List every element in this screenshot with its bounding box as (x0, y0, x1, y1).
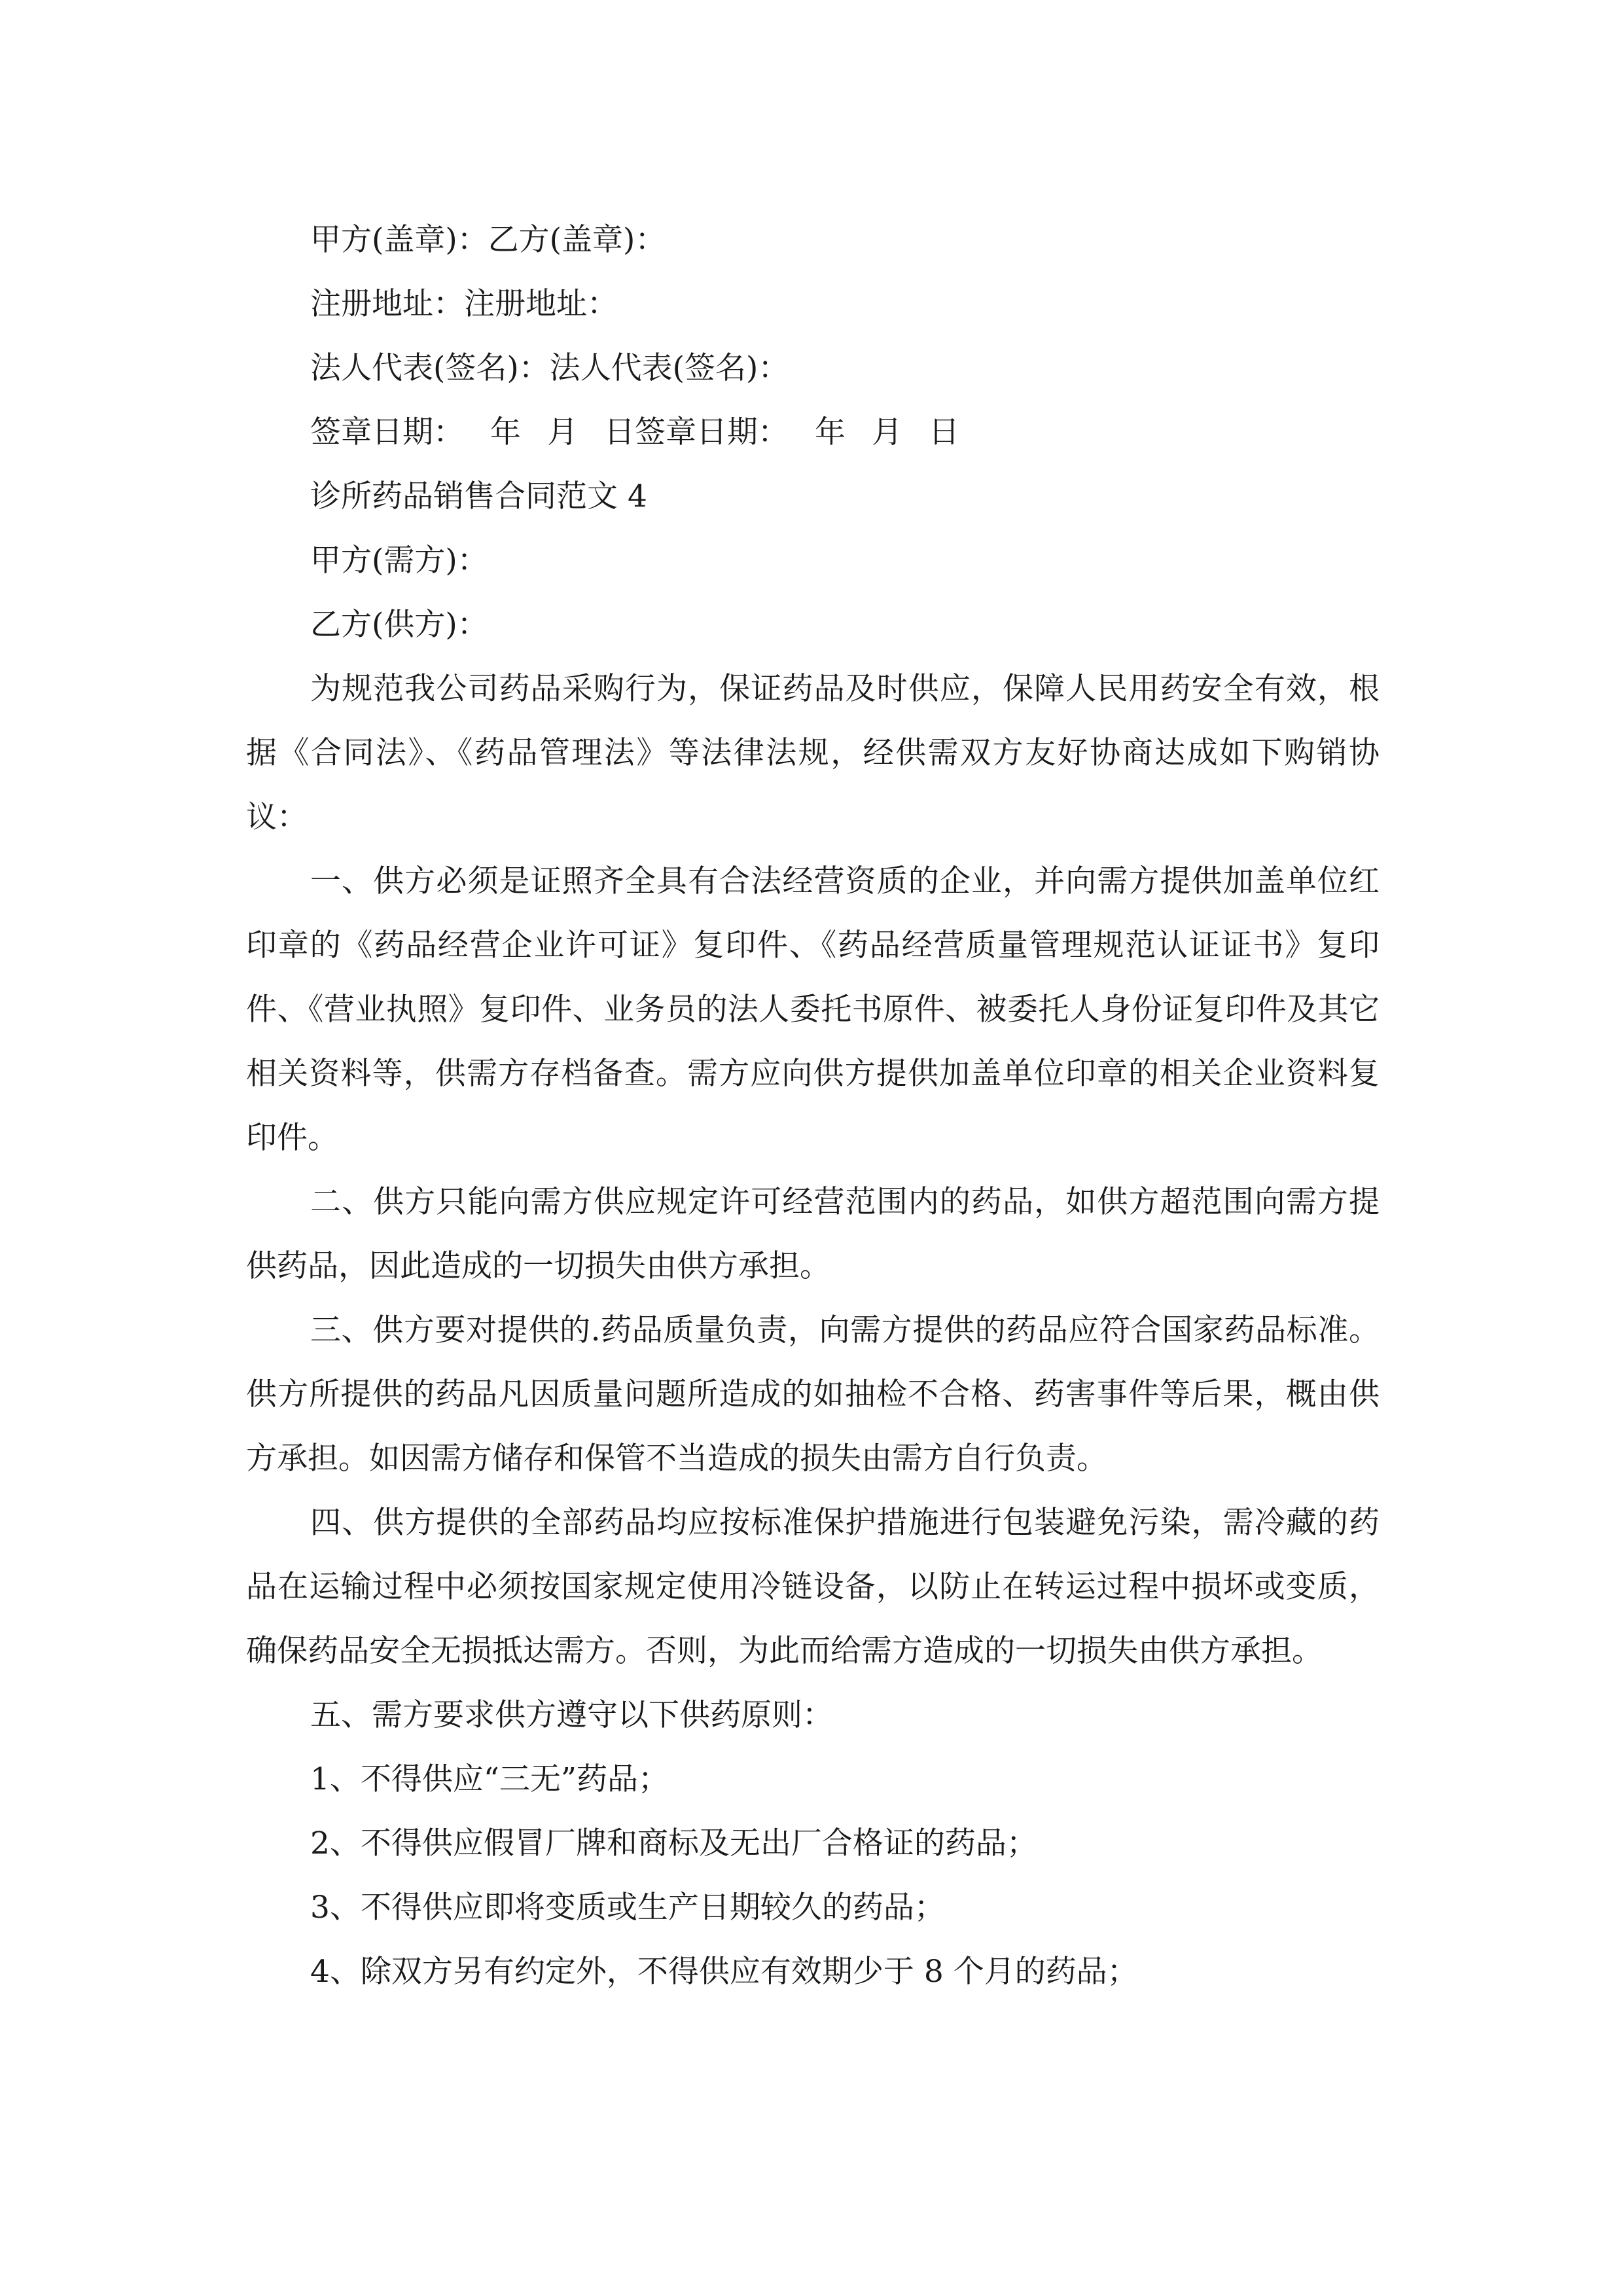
contract-title: 诊所药品销售合同范文 4 (310, 478, 647, 514)
clause-2-paragraph: 二、供方只能向需方供应规定许可经营范围内的药品，如供方超范围向需方提供药品，因此造成的一切损失由供方承担。 (246, 1184, 1380, 1284)
signature-seal-line: 甲方(盖章)：乙方(盖章)： (310, 222, 666, 258)
clause-5-line: 五、需方要求供方遵守以下供药原则： (310, 1697, 833, 1733)
date-label-1: 签章日期： (310, 414, 464, 450)
clause-1-paragraph: 一、供方必须是证照齐全具有合法经营资质的企业，并向需方提供加盖单位红印章的《药品经营企业许可证》复印件、《药品经营质量管理规范认证证书》复印件、《营业执照》复印件、业务员的法人委托书原件、被委托人身份证复印件及其它相关资料等，供需方存档备查。需方应向供方提供加盖单位印章的相关企业资料复印件。 (246, 863, 1380, 1156)
date-year-1: 年 (490, 414, 521, 450)
rule-item: 1、不得供应“三无”药品； (310, 1761, 669, 1797)
intro-paragraph: 为规范我公司药品采购行为，保证药品及时供应，保障人民用药安全有效，根据《合同法》、《药品管理法》等法律法规，经供需双方友好协商达成如下购销协议： (246, 671, 1380, 835)
date-day-label-2: 日签章日期： (604, 414, 789, 450)
clause-3-paragraph: 三、供方要对提供的.药品质量负责，向需方提供的药品应符合国家药品标准。供方所提供的药品凡因质量问题所造成的如抽检不合格、药害事件等后果，概由供方承担。如因需方储存和保管不当造成的损失由需方自行负责。 (246, 1312, 1380, 1477)
party-a-line: 甲方(需方)： (310, 543, 488, 579)
clause-4-paragraph: 四、供方提供的全部药品均应按标准保护措施进行包装避免污染，需冷藏的药品在运输过程中必须按国家规定使用冷链设备，以防止在转运过程中损坏或变质，确保药品安全无损抵达需方。否则，为此而给需方造成的一切损失由供方承担。 (246, 1505, 1380, 1669)
signature-date-line (246, 401, 1380, 465)
party-b-line: 乙方(供方)： (310, 607, 488, 643)
date-month-2: 月 (872, 414, 902, 450)
date-month-1: 月 (547, 414, 578, 450)
signature-address-line: 注册地址：注册地址： (310, 286, 618, 322)
date-day-2: 日 (929, 414, 959, 450)
rule-item: 3、不得供应即将变质或生产日期较久的药品； (310, 1890, 945, 1926)
date-year-2: 年 (815, 414, 846, 450)
rule-item: 2、不得供应假冒厂牌和商标及无出厂合格证的药品； (310, 1825, 1037, 1861)
rule-item: 4、除双方另有约定外，不得供应有效期少于 8 个月的药品； (310, 1954, 1138, 1990)
signature-legal-rep-line: 法人代表(签名)：法人代表(签名)： (310, 350, 789, 386)
document-body (246, 208, 1380, 2004)
